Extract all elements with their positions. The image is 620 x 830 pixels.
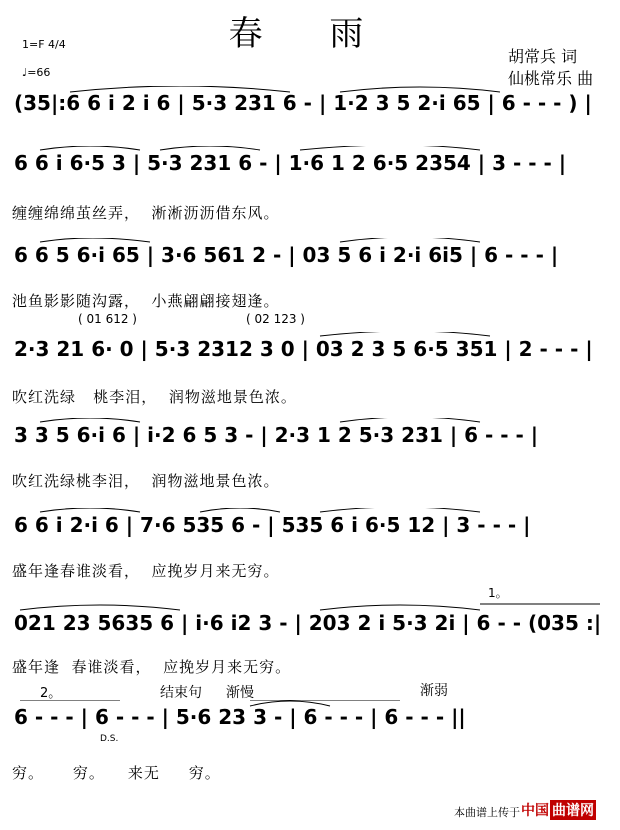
notes-row-7: 021 23 5635 6 | i·6 i2 3 - | 203 2 i 5·3 2i | 6 - - (035 :| (14, 611, 602, 635)
diminuendo-label: 渐弱 (420, 683, 448, 699)
notes-row-2: 6 6 i 6·5 3 | 5·3 231 6 - | 1·6 1 2 6·5 2354 | 3 - - - | (14, 151, 567, 175)
page-title: 春 雨 (228, 14, 392, 54)
score-row-4 (0, 332, 620, 392)
site-logo (521, 800, 596, 820)
upload-note: 本曲谱上传于 (454, 806, 520, 819)
site-name-box: 曲谱网 (550, 800, 596, 820)
ritardando-label: 渐慢 (226, 685, 254, 701)
lyric-row-3: 池鱼影影随沟露， 小燕翩翩接翅逢。 (12, 292, 280, 310)
lyric-row-2: 缠缠绵绵茧丝弄， 淅淅沥沥借东风。 (12, 204, 280, 222)
second-ending-label: 2。 (40, 686, 62, 701)
score-row-7 (0, 600, 620, 660)
lyric-row-4: 吹红洗绿 桃李泪， 润物滋地景色浓。 (12, 388, 297, 406)
notes-row-6: 6 6 i 2·i 6 | 7·6 535 6 - | 535 6 i 6·5 12 | 3 - - - | (14, 513, 531, 537)
aux-notes-2: ( 02 123 ) (246, 312, 305, 326)
notes-row-5: 3 3 5 6·i 6 | i·2 6 5 3 - | 2·3 1 2 5·3 231 | 6 - - - | (14, 423, 539, 447)
score-row-1 (0, 86, 620, 146)
score-row-3 (0, 238, 620, 298)
aux-notes-1: ( 01 612 ) (78, 312, 137, 326)
score-row-5 (0, 418, 620, 478)
notes-row-8: 6 - - - | 6 - - - | 5·6 23 3 - | 6 - - - | 6 - - - || (14, 705, 466, 729)
score-row-6 (0, 508, 620, 568)
lyric-row-6: 盛年逢春谁淡看， 应挽岁月来无穷。 (12, 562, 280, 580)
score-row-8 (0, 700, 620, 760)
tempo-marking: ♩=66 (22, 66, 51, 79)
dal-segno-label: D.S. (100, 734, 119, 744)
lyricist-credit: 胡常兵 词 (508, 47, 578, 66)
notes-row-4: 2·3 21 6· 0 | 5·3 2312 3 0 | 03 2 3 5 6·5 351 | 2 - - - | (14, 337, 593, 361)
site-name: 中国 (521, 803, 549, 819)
notes-row-3: 6 6 5 6·i 65 | 3·6 561 2 - | 03 5 6 i 2·i 6i5 | 6 - - - | (14, 243, 559, 267)
composer-credit: 仙桃常乐 曲 (508, 69, 594, 88)
lyric-row-7: 盛年逢 春谁淡看， 应挽岁月来无穷。 (12, 658, 292, 676)
notes-row-1: (35|:6 6 i 2 i 6 | 5·3 231 6 - | 1·2 3 5 2·i 65 | 6 - - - ) | (14, 91, 592, 115)
lyric-row-8: 穷。 穷。 来无 穷。 (12, 764, 221, 782)
first-ending-label: 1。 (488, 586, 508, 600)
key-signature: 1=F 4/4 (22, 38, 66, 51)
ending-phrase-label: 结束句 (160, 685, 202, 701)
score-row-2 (0, 146, 620, 206)
lyric-row-5: 吹红洗绿桃李泪， 润物滋地景色浓。 (12, 472, 280, 490)
